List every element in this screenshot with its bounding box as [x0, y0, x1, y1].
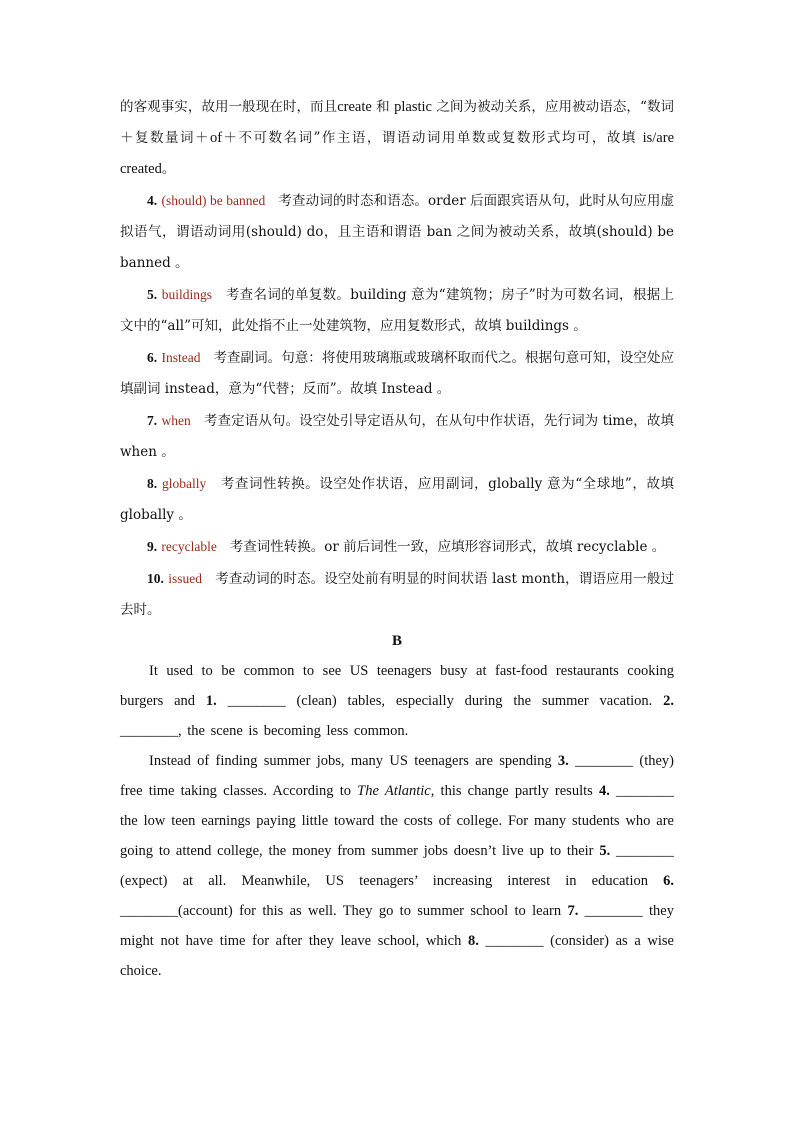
text: ________(account) for this as well. They go to summer school to learn — [120, 903, 568, 919]
passage-paragraph — [120, 746, 674, 986]
answer-key: Instead — [161, 350, 201, 365]
passage-paragraph — [120, 656, 674, 746]
answer-explanation: 考查名词的单复数。building 意为“建筑物；房子”时为可数名词，根据上文中的“all”可知，此处指不止一处建筑物，应用复数形式，故填 buildings 。 — [120, 287, 675, 334]
answer-explanation: 考查词性转换。or 前后词性一致，应填形容词形式，故填 recyclable 。 — [229, 539, 666, 555]
text: ________ the low teen earnings paying little toward the costs of college. For many students who are going to attend college, the money from summer jobs doesn’t live up to their — [120, 783, 675, 859]
text: create — [337, 99, 372, 115]
blank-number: 7. — [567, 903, 579, 919]
text: this change partly results — [434, 783, 599, 799]
answer-number: 6. — [147, 350, 158, 365]
blank-number: 2. — [663, 693, 674, 709]
text: ________ they might not have time for after they leave school, which — [120, 903, 674, 949]
answer-number: 7. — [147, 413, 158, 428]
answer-list — [120, 185, 674, 626]
answer-explanation: 考查词性转换。设空处作状语，应用副词，globally 意为“全球地”，故填 globally 。 — [120, 476, 675, 523]
text: of — [209, 130, 223, 146]
answer-explanation: 考查动词的时态和语态。order 后面跟宾语从句，此时从句应用虚拟语气，谓语动词用(should) do，且主语和谓语 ban 之间为被动关系，故填(should) be banned 。 — [120, 193, 675, 271]
answer-number: 9. — [147, 539, 158, 554]
section-title: B — [391, 633, 402, 649]
source-title: The Atlantic, — [357, 783, 435, 799]
text: 和 — [376, 99, 390, 115]
text: ________, the scene is becoming less common. — [120, 723, 409, 739]
answer-key: buildings — [161, 287, 213, 302]
answer-item — [120, 563, 674, 626]
answer-key: when — [161, 413, 191, 428]
blank-number: 6. — [663, 873, 674, 889]
answer-item — [120, 468, 674, 531]
answer-item — [120, 342, 674, 405]
answer-item — [120, 531, 674, 563]
blank-number: 4. — [598, 783, 610, 799]
text: ________ (consider) as a wise choice. — [120, 933, 674, 979]
answer-explanation: 考查副词。句意：将使用玻璃瓶或玻璃杯取而代之。根据句意可知，设空处应填副词 instead，意为“代替；反而”。故填 Instead 。 — [120, 350, 675, 397]
blank-number: 5. — [599, 843, 611, 859]
answer-explanation: 考查定语从句。设空处引导定语从句，在从句中作状语，先行词为 time，故填 when 。 — [120, 413, 674, 460]
text: plastic — [394, 99, 432, 115]
text: ________ (clean) tables, especially during the summer vacation. — [216, 693, 664, 709]
text: ________ (they) free time taking classes. According to — [120, 753, 675, 799]
text: ________ (expect) at all. Meanwhile, US teenagers’ increasing interest in education — [120, 843, 674, 889]
text: 的客观事实，故用一般现在时，而且 — [120, 99, 338, 115]
answer-number: 8. — [147, 476, 158, 491]
answer-item — [120, 279, 674, 342]
answer-continuation — [120, 92, 674, 185]
answer-item — [120, 405, 674, 468]
answer-key: issued — [168, 571, 203, 586]
answer-explanation: 考查动词的时态。设空处前有明显的时间状语 last month，谓语应用一般过去时。 — [120, 571, 675, 618]
answer-number: 4. — [147, 193, 158, 208]
text: is/are created — [120, 130, 675, 177]
text: 。 — [161, 161, 176, 177]
blank-number: 1. — [205, 693, 217, 709]
text: 之间为被动关系，应用被动语态，“数词＋复数量词＋ — [120, 99, 675, 146]
text: Instead of finding summer jobs, many US teenagers are spending — [149, 753, 558, 769]
blank-number: 8. — [467, 933, 479, 949]
answer-number: 10. — [147, 571, 164, 586]
text: It used to be common to see US teenagers busy at fast-food restaurants cooking burgers and — [120, 663, 674, 709]
answer-key: (should) be banned — [161, 193, 266, 208]
answer-number: 5. — [147, 287, 158, 302]
answer-key: recyclable — [161, 539, 217, 554]
answer-key: globally — [162, 476, 207, 491]
answer-item — [120, 185, 674, 279]
text: ＋不可数名词”作主语，谓语动词用单数或复数形式均可，故填 — [222, 130, 637, 146]
document-page — [120, 92, 674, 986]
blank-number: 3. — [557, 753, 569, 769]
